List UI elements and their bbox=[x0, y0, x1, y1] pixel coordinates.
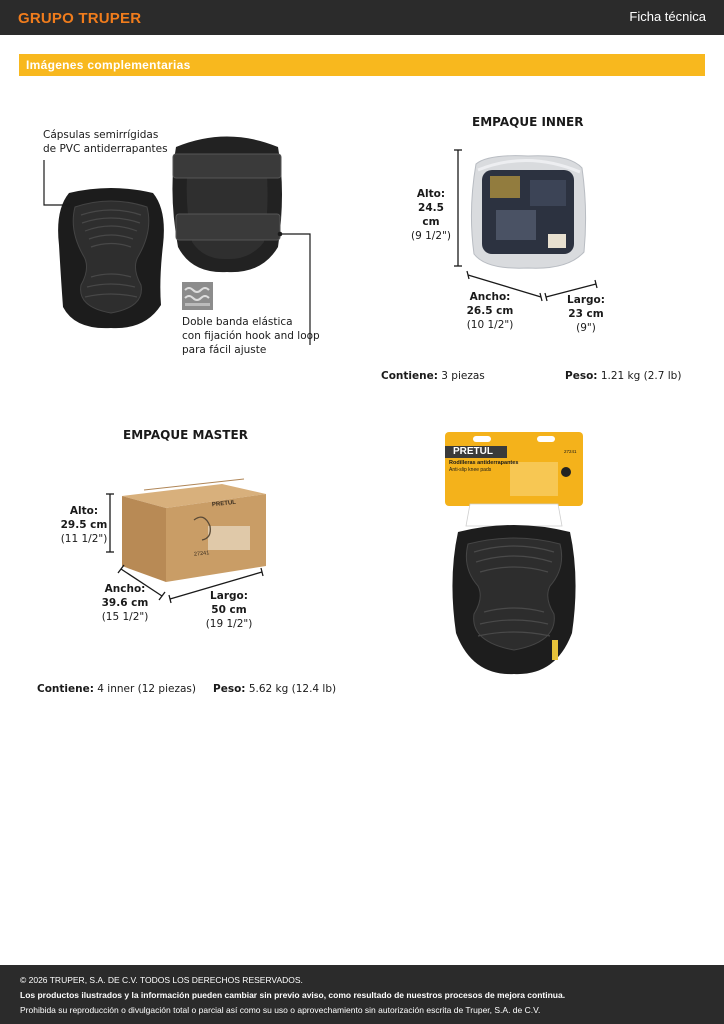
callout-strap: Doble banda elástica con fijación hook and loop para fácil ajuste bbox=[182, 316, 320, 356]
inner-peso: Peso: 1.21 kg (2.7 lb) bbox=[565, 370, 682, 382]
retail-brand: PRETUL bbox=[453, 446, 493, 457]
brand-logo: GRUPO TRUPER bbox=[18, 10, 142, 27]
footer-notice: Los productos ilustrados y la información pueden cambiar sin previo aviso, como resultado de nuestros procesos de mejora continua. bbox=[20, 990, 566, 1000]
master-contiene: Contiene: 4 inner (12 piezas) bbox=[37, 683, 196, 695]
retail-title-es: Rodilleras antiderrapantes bbox=[449, 460, 519, 466]
section-title: Imágenes complementarias bbox=[26, 58, 191, 72]
footer-legal: Prohibida su reproducción o divulgación total o parcial así como su uso o aprovechamiento sin autorización escrita de Truper, S.A. de C.V. bbox=[20, 1005, 541, 1015]
master-box-brand: PRETUL bbox=[211, 499, 237, 509]
callout-caps: Cápsulas semirrígidas de PVC antiderrapantes bbox=[43, 129, 168, 155]
footer-copyright: © 2026 TRUPER, S.A. DE C.V. TODOS LOS DERECHOS RESERVADOS. bbox=[20, 975, 303, 985]
inner-ancho: Ancho: 26.5 cm (10 1/2") bbox=[466, 291, 514, 331]
master-ancho: Ancho: 39.6 cm (15 1/2") bbox=[101, 583, 149, 623]
master-heading: EMPAQUE MASTER bbox=[123, 428, 248, 442]
inner-largo: Largo: 23 cm (9") bbox=[567, 294, 605, 334]
master-alto: Alto: 29.5 cm (11 1/2") bbox=[60, 505, 108, 545]
retail-code: 27241 bbox=[564, 449, 577, 454]
inner-contiene: Contiene: 3 piezas bbox=[381, 370, 485, 382]
footer bbox=[0, 965, 724, 1024]
master-box-code: 27241 bbox=[193, 550, 210, 558]
retail-title-en: Anti-slip knee pads bbox=[449, 467, 492, 473]
document-type: Ficha técnica bbox=[629, 9, 706, 24]
master-largo: Largo: 50 cm (19 1/2") bbox=[205, 590, 253, 630]
inner-alto: Alto: 24.5 cm (9 1/2") bbox=[411, 188, 451, 242]
master-peso: Peso: 5.62 kg (12.4 lb) bbox=[213, 683, 337, 695]
inner-heading: EMPAQUE INNER bbox=[472, 115, 584, 129]
